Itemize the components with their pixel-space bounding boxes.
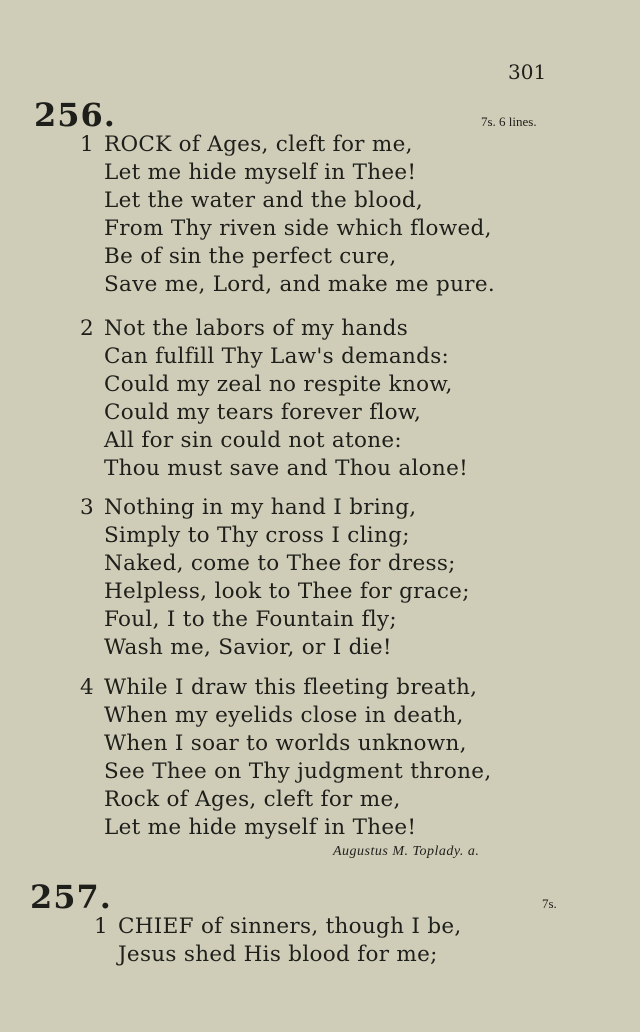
stanza: [94, 913, 462, 969]
verse-line: 1 ROCK of Ages, cleft for me,: [80, 132, 413, 157]
verse-line: Could my zeal no respite know,: [104, 372, 453, 397]
verse-line: 3 Nothing in my hand I bring,: [80, 495, 417, 520]
stanza: [80, 674, 491, 842]
hymn-attribution: Augustus M. Toplady. a.: [333, 844, 480, 859]
verse-line: Simply to Thy cross I cling;: [104, 523, 410, 548]
verse-line: Be of sin the perfect cure,: [104, 244, 397, 269]
verse-line: Thou must save and Thou alone!: [104, 456, 469, 481]
hymn-number: 256.: [34, 96, 116, 134]
verse-line: All for sin could not atone:: [104, 428, 402, 453]
verse-line: Save me, Lord, and make me pure.: [104, 272, 496, 297]
verse-line: Rock of Ages, cleft for me,: [104, 787, 401, 812]
verse-line: 4 While I draw this fleeting breath,: [80, 675, 478, 700]
verse-line: Helpless, look to Thee for grace;: [104, 579, 470, 604]
stanza: [80, 494, 470, 662]
verse-line: From Thy riven side which flowed,: [104, 216, 492, 241]
hymn-meter: 7s.: [542, 896, 557, 911]
verse-line: Foul, I to the Fountain fly;: [104, 607, 397, 632]
stanza-number: 1: [94, 914, 108, 939]
verse-line: See Thee on Thy judgment throne,: [104, 759, 492, 784]
verse-line: When my eyelids close in death,: [104, 703, 464, 728]
verse-line: Naked, come to Thee for dress;: [104, 551, 456, 576]
stanza-number: 1: [80, 132, 94, 157]
verse-line: Can fulfill Thy Law's demands:: [104, 344, 450, 369]
stanza: [80, 315, 468, 483]
verse-line: Let the water and the blood,: [104, 188, 424, 213]
verse-line: 2 Not the labors of my hands: [80, 316, 409, 341]
verse-line: Jesus shed His blood for me;: [118, 942, 438, 967]
stanza-number: 4: [80, 675, 94, 700]
verse-line: When I soar to worlds unknown,: [104, 731, 467, 756]
verse-line: 1 CHIEF of sinners, though I be,: [94, 914, 462, 939]
verse-line: Let me hide myself in Thee!: [104, 815, 417, 840]
stanza: [80, 131, 495, 299]
verse-line: Wash me, Savior, or I die!: [104, 635, 392, 660]
verse-line: Let me hide myself in Thee!: [104, 160, 417, 185]
hymn-number: 257.: [30, 878, 112, 916]
verse-line: Could my tears forever flow,: [104, 400, 422, 425]
stanza-number: 2: [80, 316, 94, 341]
hymn-meter: 7s. 6 lines.: [481, 114, 537, 129]
page-number: 301: [508, 60, 547, 84]
stanza-number: 3: [80, 495, 94, 520]
